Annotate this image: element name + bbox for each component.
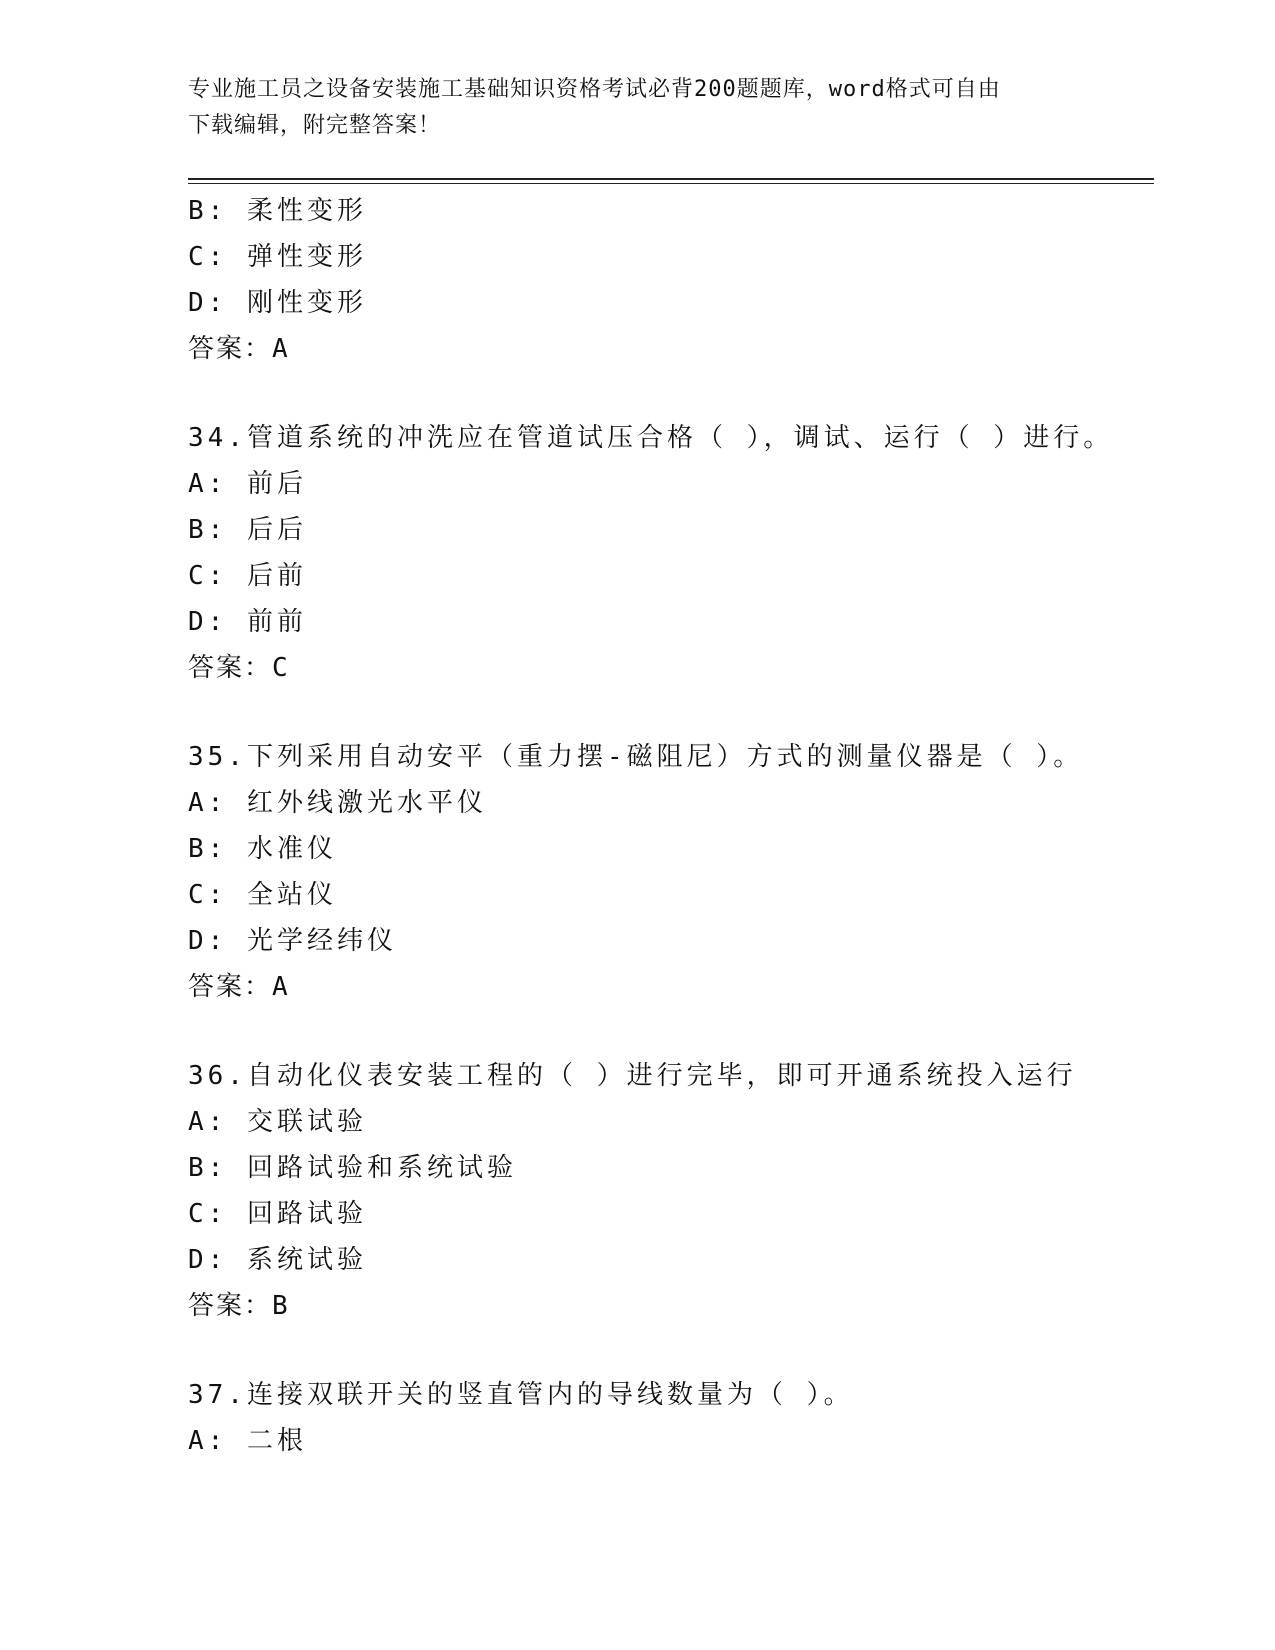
header-line-2: 下载编辑，附完整答案！ — [188, 113, 442, 138]
header-divider — [188, 178, 1154, 180]
option-d: D: 系统试验 — [188, 1245, 367, 1275]
header-line-1: 专业施工员之设备安装施工基础知识资格考试必背200题题库，word格式可自由 — [188, 77, 1001, 102]
option-a: A: 二根 — [188, 1426, 307, 1456]
question-stem: 37.连接双联开关的竖直管内的导线数量为（ ）。 — [188, 1380, 854, 1410]
option-c: C: 回路试验 — [188, 1199, 367, 1229]
answer: 答案：B — [188, 1291, 290, 1321]
answer: 答案：C — [188, 653, 290, 683]
document-header — [188, 72, 1068, 144]
question-stem: 35.下列采用自动安平（重力摆-磁阻尼）方式的测量仪器是（ ）。 — [188, 742, 1084, 772]
option-b: B: 后后 — [188, 515, 307, 545]
question-stem: 36.自动化仪表安装工程的（ ）进行完毕，即可开通系统投入运行 — [188, 1061, 1077, 1091]
option-b: B: 柔性变形 — [188, 196, 367, 226]
question-stem: 34.管道系统的冲洗应在管道试压合格（ ），调试、运行（ ）进行。 — [188, 423, 1114, 453]
option-d: D: 刚性变形 — [188, 288, 367, 318]
option-b: B: 水准仪 — [188, 834, 337, 864]
option-a: A: 前后 — [188, 469, 307, 499]
option-c: C: 后前 — [188, 561, 307, 591]
option-c: C: 弹性变形 — [188, 242, 367, 272]
answer: 答案：A — [188, 972, 290, 1002]
option-c: C: 全站仪 — [188, 880, 337, 910]
option-d: D: 光学经纬仪 — [188, 926, 397, 956]
option-a: A: 红外线激光水平仪 — [188, 788, 487, 818]
option-b: B: 回路试验和系统试验 — [188, 1153, 517, 1183]
option-a: A: 交联试验 — [188, 1107, 367, 1137]
answer: 答案：A — [188, 334, 290, 364]
option-d: D: 前前 — [188, 607, 307, 637]
header-divider-thin — [188, 183, 1154, 184]
question-list — [188, 188, 1154, 1464]
